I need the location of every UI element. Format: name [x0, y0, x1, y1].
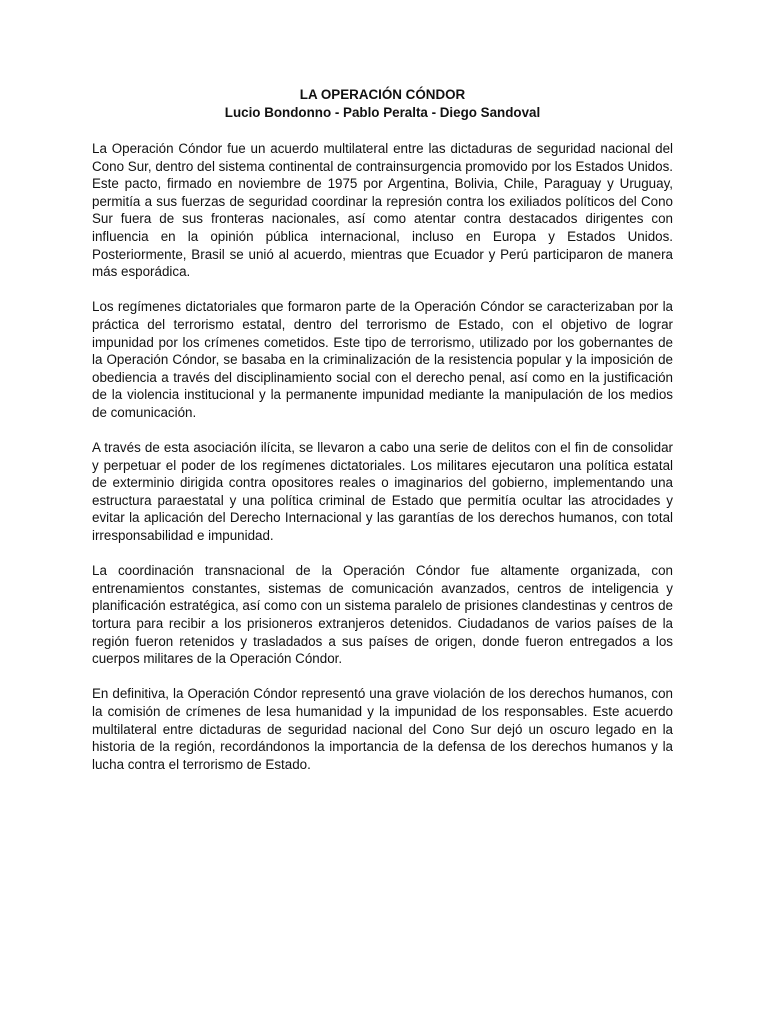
- paragraph-5: En definitiva, la Operación Cóndor representó una grave violación de los derechos humanos, con la comisión de crímenes de lesa humanidad y la impunidad de los responsables. Este acuerdo multilateral entre dictaduras de seguridad nacional del Cono Sur dejó un oscuro legado en la historia de la región, recordándonos la importancia de la defensa de los derechos humanos y la lucha contra el terrorismo de Estado.: [92, 686, 673, 772]
- document-page: [92, 86, 673, 791]
- paragraph-2: Los regímenes dictatoriales que formaron parte de la Operación Cóndor se caracterizaban por la práctica del terrorismo estatal, dentro del terrorismo de Estado, con el objetivo de lograr impunidad por los crímenes cometidos. Este tipo de terrorismo, utilizado por los gobernantes de la Operación Cóndor, se basaba en la criminalización de la resistencia popular y la imposición de obediencia a través del disciplinamiento social con el derecho penal, así como en la justificación de la violencia institucional y la permanente impunidad mediante la manipulación de los medios de comunicación.: [92, 299, 673, 420]
- document-authors: Lucio Bondonno - Pablo Peralta - Diego Sandoval: [224, 105, 541, 120]
- paragraph-3: A través de esta asociación ilícita, se llevaron a cabo una serie de delitos con el fin de consolidar y perpetuar el poder de los regímenes dictatoriales. Los militares ejecutaron una política estatal de exterminio dirigida contra opositores reales o imaginarios del gobierno, implementando una estructura paraestatal y una política criminal de Estado que permitía ocultar las atrocidades y evitar la aplicación del Derecho Internacional y las garantías de los derechos humanos, con total irresponsabilidad e impunidad.: [92, 440, 673, 544]
- document-title: LA OPERACIÓN CÓNDOR: [299, 87, 466, 102]
- paragraph-1: La Operación Cóndor fue un acuerdo multilateral entre las dictaduras de seguridad nacional del Cono Sur, dentro del sistema continental de contrainsurgencia promovido por los Estados Unidos. Este pacto, firmado en noviembre de 1975 por Argentina, Bolivia, Chile, Paraguay y Uruguay, permitía a sus fuerzas de seguridad coordinar la represión contra los exiliados políticos del Cono Sur fuera de sus fronteras nacionales, así como atentar contra destacados dirigentes con influencia en la opinión pública internacional, incluso en Europa y Estados Unidos. Posteriormente, Brasil se unió al acuerdo, mientras que Ecuador y Perú participaron de manera más esporádica.: [92, 141, 673, 280]
- paragraph-4: La coordinación transnacional de la Operación Cóndor fue altamente organizada, con entrenamientos constantes, sistemas de comunicación avanzados, centros de inteligencia y planificación estratégica, así como con un sistema paralelo de prisiones clandestinas y centros de tortura para recibir a los prisioneros extranjeros detenidos. Ciudadanos de varios países de la región fueron retenidos y trasladados a sus países de origen, donde fueron entregados a los cuerpos militares de la Operación Cóndor.: [92, 563, 673, 667]
